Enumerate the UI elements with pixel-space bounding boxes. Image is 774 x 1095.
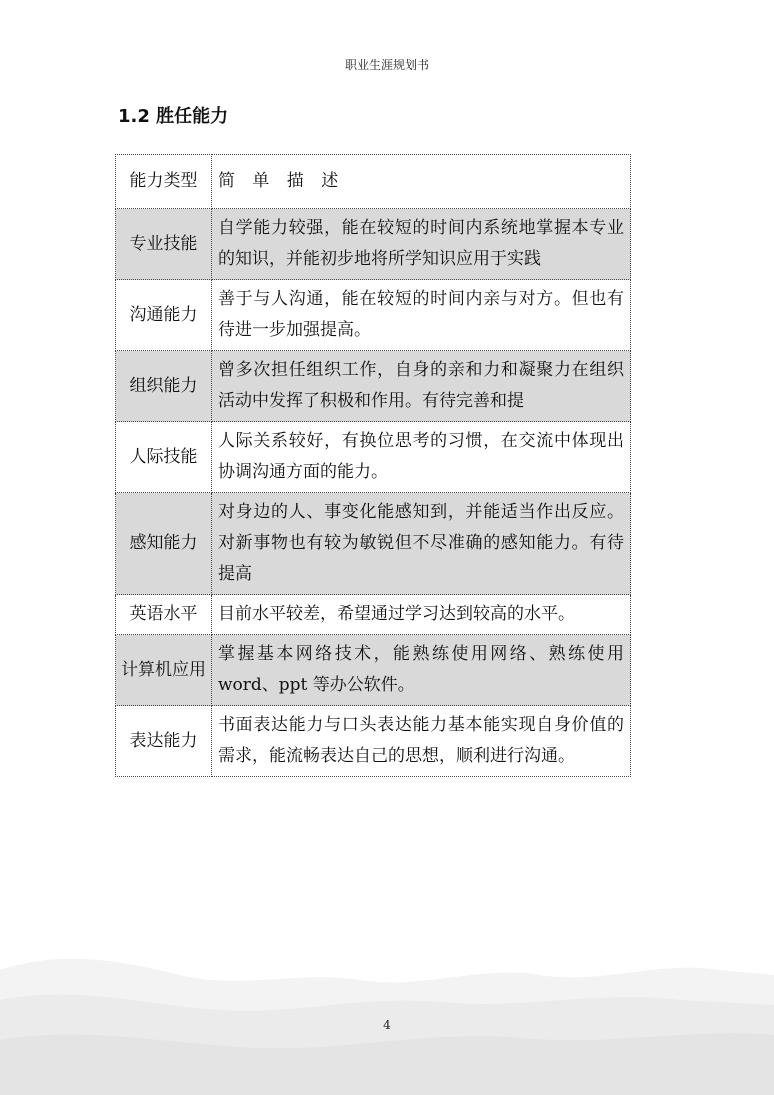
ability-description-cell: 善于与人沟通，能在较短的时间内亲与对方。但也有待进一步加强提高。 <box>212 280 631 351</box>
table-row <box>116 706 631 777</box>
table-row <box>116 280 631 351</box>
competency-table <box>115 154 631 777</box>
table-row <box>116 351 631 422</box>
ability-description-cell: 对身边的人、事变化能感知到，并能适当作出反应。对新事物也有较为敏锐但不尽准确的感知能力。有待提高 <box>212 493 631 595</box>
table-row <box>116 493 631 595</box>
table-row <box>116 595 631 635</box>
header-description: 简 单 描 述 <box>212 155 631 209</box>
ability-type-cell: 英语水平 <box>116 595 212 635</box>
ability-type-cell: 专业技能 <box>116 209 212 280</box>
ability-type-cell: 感知能力 <box>116 493 212 595</box>
ability-description-cell: 人际关系较好，有换位思考的习惯，在交流中体现出协调沟通方面的能力。 <box>212 422 631 493</box>
table-header-row <box>116 155 631 209</box>
ability-description-cell: 曾多次担任组织工作，自身的亲和力和凝聚力在组织活动中发挥了积极和作用。有待完善和提 <box>212 351 631 422</box>
ability-type-cell: 表达能力 <box>116 706 212 777</box>
mountain-landscape-background <box>0 930 774 1095</box>
page-number: 4 <box>383 1018 391 1032</box>
table-row <box>116 422 631 493</box>
table-row <box>116 209 631 280</box>
table-row <box>116 635 631 706</box>
ability-description-cell: 目前水平较差，希望通过学习达到较高的水平。 <box>212 595 631 635</box>
header-ability-type: 能力类型 <box>116 155 212 209</box>
ability-description-cell: 书面表达能力与口头表达能力基本能实现自身价值的需求，能流畅表达自己的思想，顺利进行沟通。 <box>212 706 631 777</box>
ability-type-cell: 人际技能 <box>116 422 212 493</box>
section-title: 1.2 胜任能力 <box>118 106 229 127</box>
ability-type-cell: 计算机应用 <box>116 635 212 706</box>
ability-description-cell: 掌握基本网络技术，能熟练使用网络、熟练使用word、ppt 等办公软件。 <box>212 635 631 706</box>
running-header: 职业生涯规划书 <box>344 58 429 72</box>
ability-type-cell: 组织能力 <box>116 351 212 422</box>
ability-description-cell: 自学能力较强，能在较短的时间内系统地掌握本专业的知识，并能初步地将所学知识应用于实践 <box>212 209 631 280</box>
ability-type-cell: 沟通能力 <box>116 280 212 351</box>
